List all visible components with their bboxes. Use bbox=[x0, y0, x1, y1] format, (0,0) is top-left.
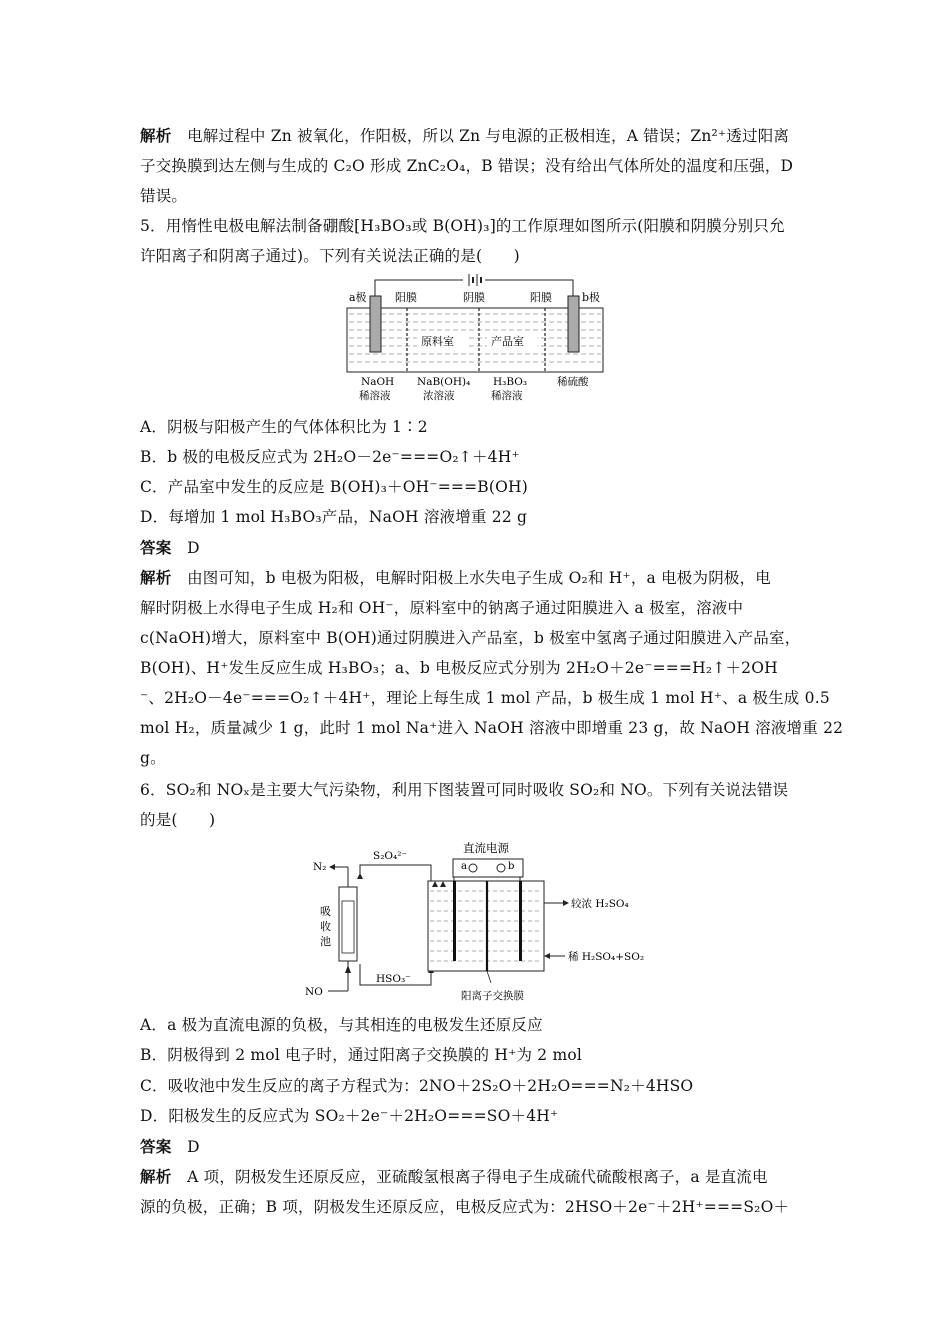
answer-value: D bbox=[187, 539, 200, 557]
nab-oh4-conc-label: 浓溶液 bbox=[423, 390, 455, 402]
q5-answer bbox=[140, 538, 810, 558]
cathode-plate bbox=[453, 881, 456, 961]
h3bo3-label: H₃BO₃ bbox=[493, 376, 528, 388]
absorber-char-2: 收 bbox=[320, 920, 331, 933]
analysis-label: 解析 bbox=[140, 1167, 172, 1186]
q4-analysis-text-1: 电解过程中 Zn 被氧化，作阳极，所以 Zn 与电源的正极相连，A 错误；Zn²⁺透过阳离 bbox=[187, 127, 790, 145]
dilute-in-arrow-icon bbox=[544, 953, 550, 959]
raw-material-room-label: 原料室 bbox=[421, 335, 454, 348]
dilute-sulfuric-label: 稀硫酸 bbox=[557, 376, 589, 388]
absorber-char-1: 吸 bbox=[320, 905, 331, 918]
answer-value: D bbox=[187, 1138, 200, 1156]
pole-a-label: a bbox=[461, 861, 467, 872]
n2-label: N₂ bbox=[313, 861, 327, 873]
q5-option-d: D．每增加 1 mol H₃BO₃产品，NaOH 溶液增重 22 g bbox=[140, 508, 528, 526]
q4-analysis-line-3: 错误。 bbox=[140, 187, 188, 205]
q5-analysis-line-6: mol H₂，质量减少 1 g，此时 1 mol Na⁺进入 NaOH 溶液中即增重 23 g，故 NaOH 溶液增重 22 bbox=[140, 719, 844, 737]
q4-analysis-line-1 bbox=[140, 126, 810, 146]
answer-label: 答案 bbox=[140, 538, 172, 557]
a-electrode bbox=[370, 296, 381, 352]
anode-plate bbox=[519, 881, 522, 961]
q5-option-c: C．产品室中发生的反应是 B(OH)₃＋OH⁻===B(OH) bbox=[140, 478, 528, 496]
pole-b-label: b bbox=[508, 861, 515, 872]
q5-electrolysis-figure bbox=[345, 272, 607, 404]
electrolysis-tank bbox=[347, 308, 603, 372]
q4-analysis-line-2: 子交换膜到达左侧与生成的 C₂O 形成 ZnC₂O₄，B 错误；没有给出气体所处的温度和压强，D bbox=[140, 157, 794, 175]
q6-absorption-figure bbox=[303, 837, 653, 1005]
b-electrode bbox=[568, 296, 579, 352]
naoh-dilute-label: 稀溶液 bbox=[359, 390, 391, 402]
q5-option-b: B．b 极的电极反应式为 2H₂O－2e⁻===O₂↑＋4H⁺ bbox=[140, 448, 520, 466]
q6-stem-line-2: 的是( ) bbox=[140, 811, 216, 829]
q5-analysis-line-5: ⁻、2H₂O－4e⁻===O₂↑＋4H⁺，理论上每生成 1 mol 产品，b 极生成 1 mol H⁺、a 极生成 0.5 bbox=[140, 689, 830, 707]
q5-analysis-line-4: B(OH)、H⁺发生反应生成 H₃BO₃；a、b 电极反应式分别为 2H₂O＋2e⁻===H₂↑＋2OH bbox=[140, 659, 778, 677]
hso3-label: HSO₃⁻ bbox=[376, 973, 411, 985]
analysis-label: 解析 bbox=[140, 568, 172, 587]
q6-option-a: A．a 极为直流电源的负极，与其相连的电极发生还原反应 bbox=[140, 1016, 543, 1034]
q5-analysis-line-2: 解时阴极上水得电子生成 H₂和 OH⁻，原料室中的钠离子通过阳膜进入 a 极室，溶液中 bbox=[140, 599, 744, 617]
q6-option-b: B．阴极得到 2 mol 电子时，通过阳离子交换膜的 H⁺为 2 mol bbox=[140, 1046, 583, 1064]
h3bo3-dilute-label: 稀溶液 bbox=[491, 390, 523, 402]
b-pole-label: b极 bbox=[582, 291, 601, 304]
absorber-char-3: 池 bbox=[320, 935, 331, 948]
product-room-label: 产品室 bbox=[491, 335, 524, 348]
q5-analysis-line-3: c(NaOH)增大，原料室中 B(OH)通过阴膜进入产品室，b 极室中氢离子通过阳膜进入产品室， bbox=[140, 629, 801, 647]
q5-analysis-line-1 bbox=[140, 568, 810, 588]
q6-option-d: D．阳极发生的反应式为 SO₂＋2e⁻＋2H₂O===SO＋4H⁺ bbox=[140, 1107, 559, 1125]
nab-oh4-label: NaB(OH)₄ bbox=[417, 376, 471, 388]
no-arrow-icon bbox=[345, 965, 351, 973]
q6-analysis-line-2: 源的负极，正确；B 项，阴极发生还原反应，电极反应式为：2HSO＋2e⁻＋2H⁺===S₂O＋ bbox=[140, 1198, 790, 1216]
s2o4-label: S₂O₄²⁻ bbox=[373, 850, 407, 862]
cation-membrane-label: 阳离子交换膜 bbox=[461, 990, 524, 1002]
conc-sulfuric-label: 较浓 H₂SO₄ bbox=[571, 898, 629, 910]
q6-stem-line-1: 6．SO₂和 NOₓ是主要大气污染物，利用下图装置可同时吸收 SO₂和 NO。下列有关说法错误 bbox=[140, 781, 789, 799]
n2-arrow-icon bbox=[329, 864, 335, 870]
a-pole-label: a极 bbox=[349, 291, 367, 304]
naoh-label: NaOH bbox=[361, 376, 395, 388]
analysis-label: 解析 bbox=[140, 126, 172, 145]
q6-answer bbox=[140, 1137, 810, 1157]
conc-acid-arrow-icon bbox=[563, 900, 569, 906]
dc-power-label: 直流电源 bbox=[463, 841, 509, 855]
q5-analysis-line-7: g。 bbox=[140, 749, 166, 767]
q6-analysis-line-1 bbox=[140, 1167, 810, 1187]
membrane-label-1: 阳膜 bbox=[395, 291, 417, 304]
q5-stem-line-1: 5．用惰性电极电解法制备硼酸[H₃BO₃或 B(OH)₃]的工作原理如图所示(阳膜和阴膜分别只允 bbox=[140, 217, 785, 235]
no-label: NO bbox=[305, 986, 323, 998]
dilute-sulfuric-so2-label: 稀 H₂SO₄+SO₂ bbox=[568, 951, 645, 963]
membrane-label-2: 阴膜 bbox=[463, 291, 485, 304]
q5-analysis-text-1: 由图可知，b 电极为阳极，电解时阳极上水失电子生成 O₂和 H⁺，a 电极为阴极，电 bbox=[187, 569, 772, 587]
q5-option-a: A．阴极与阳极产生的气体体积比为 1∶2 bbox=[140, 418, 428, 436]
q6-option-c: C．吸收池中发生反应的离子方程式为：2NO＋2S₂O＋2H₂O===N₂＋4HSO bbox=[140, 1077, 694, 1095]
q5-stem-line-2: 许阳离子和阴离子通过)。下列有关说法正确的是( ) bbox=[140, 247, 520, 265]
s2o4-arrow-icon bbox=[357, 873, 363, 879]
membrane-label-3: 阳膜 bbox=[530, 291, 552, 304]
answer-label: 答案 bbox=[140, 1137, 172, 1156]
q6-analysis-text-1: A 项，阴极发生还原反应，亚硫酸氢根离子得电子生成硫代硫酸根离子，a 是直流电 bbox=[187, 1168, 768, 1186]
